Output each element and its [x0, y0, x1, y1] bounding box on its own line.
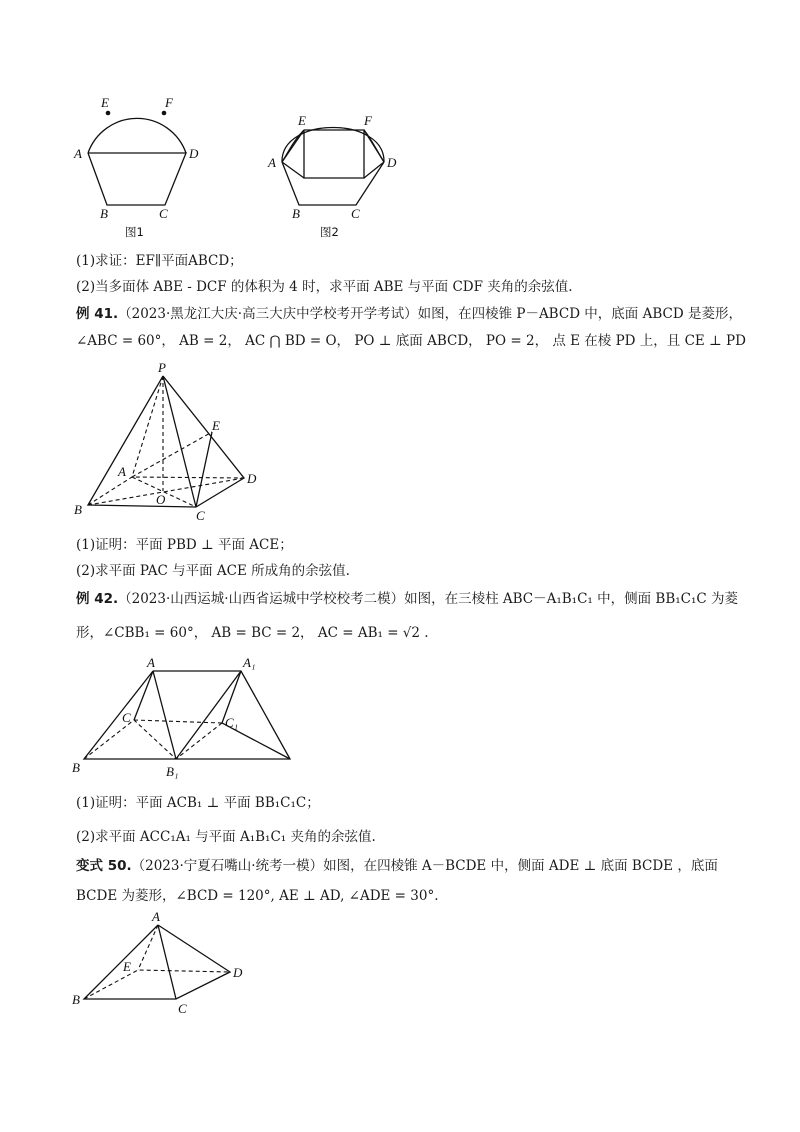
fig1-label-b: B — [100, 206, 108, 221]
fig1-arc — [88, 118, 186, 153]
fig2-df — [364, 130, 384, 162]
ex42-label-a: A — [147, 655, 155, 670]
fig1-label-e: E — [101, 95, 109, 110]
fig2-label-b: B — [292, 206, 300, 221]
ex41-line-1 — [76, 305, 742, 323]
fig1-label-a: A — [74, 146, 82, 161]
fig2-label-e: E — [298, 113, 306, 128]
ex41-label-d: D — [247, 471, 257, 486]
fig2-label-f: F — [364, 113, 372, 128]
ex42-label-c1: C₁ — [225, 715, 239, 730]
ex41-label-b: B — [74, 502, 82, 517]
ex42-text-1: （2023·山西运城·山西省运城中学校校考二模）如图，在三棱柱 ABC－A₁B₁C₁ 中，侧面 BB₁C₁C 为菱 — [118, 591, 739, 607]
ex42-line-1 — [76, 590, 738, 608]
prev-question-2: (2)当多面体 ABE - DCF 的体积为 4 时，求平面 ABE 与平面 CDF 夹角的余弦值. — [76, 279, 573, 295]
figure-ex41 — [74, 360, 257, 523]
var50-be-ed — [84, 970, 230, 999]
ex42-label-a1: A₁ — [243, 655, 256, 670]
fig1-trapezoid — [88, 153, 186, 205]
figure-var50 — [72, 909, 243, 1016]
fig2-rectangle — [304, 130, 364, 178]
prev-question-1: (1)求证：EF∥平面ABCD； — [76, 253, 243, 269]
ex41-text-1: （2023·黑龙江大庆·高三大庆中学校考开学考试）如图，在四棱锥 P－ABCD 中，底面 ABCD 是菱形， — [118, 306, 742, 322]
var50-ac — [158, 925, 176, 999]
fig1-point-f — [162, 111, 167, 116]
ex42-ab1 — [153, 671, 176, 759]
ex41-label-o: O — [156, 492, 166, 507]
ex42-outline — [84, 671, 290, 759]
ex41-question-1: (1)证明：平面 PBD ⊥ 平面 ACE； — [76, 537, 293, 553]
var50-ae — [138, 925, 158, 970]
ex42-question-1: (1)证明：平面 ACB₁ ⊥ 平面 BB₁C₁C； — [76, 795, 320, 811]
fig1-point-e — [106, 111, 111, 116]
ex41-title: 例 41. — [76, 306, 119, 322]
var50-outline — [84, 925, 230, 999]
var50-text-1: （2023·宁夏石嘴山·统考一模）如图，在四棱锥 A－BCDE 中，侧面 ADE ⊥ 底面 BCDE ，底面 — [131, 858, 718, 874]
ex41-ce — [196, 432, 212, 507]
fig2-caption: 图2 — [320, 225, 339, 239]
var50-label-b: B — [72, 992, 80, 1007]
figure-2 — [267, 113, 397, 239]
figure-1 — [73, 95, 199, 239]
fig1-caption: 图1 — [125, 225, 144, 239]
var50-line-2: BCDE 为菱形，∠BCD = 120°, AE ⊥ AD, ∠ADE = 30°. — [76, 888, 439, 904]
fig2-label-a: A — [268, 155, 276, 170]
fig2-d-link — [364, 162, 384, 178]
ex41-line-2: ∠ABC = 60°， AB = 2， AC ⋂ BD = O， PO ⊥ 底面 ABCD， PO = 2， 点 E 在棱 PD 上，且 CE ⊥ PD — [76, 333, 746, 349]
var50-label-d: D — [233, 965, 243, 980]
ex42-line-2: 形，∠CBB₁ = 60°， AB = BC = 2， AC = AB₁ = √2 . — [76, 625, 429, 641]
var50-line-1 — [76, 857, 718, 875]
ex41-label-e: E — [212, 418, 220, 433]
ex42-label-b1: B₁ — [166, 764, 179, 779]
fig1-label-f: F — [165, 95, 173, 110]
var50-label-c: C — [178, 1001, 187, 1016]
fig2-arc-top — [282, 128, 384, 163]
fig2-label-d: D — [387, 155, 397, 170]
ex42-ac — [134, 671, 153, 720]
ex42-label-c: C — [122, 710, 131, 725]
ex42-question-2: (2)求平面 ACC₁A₁ 与平面 A₁B₁C₁ 夹角的余弦值. — [76, 829, 376, 845]
ex41-outline — [88, 376, 244, 507]
var50-label-e: E — [123, 959, 131, 974]
ex41-question-2: (2)求平面 PAC 与平面 ACE 所成角的余弦值. — [76, 563, 350, 579]
ex42-label-b: B — [72, 760, 80, 775]
ex42-bc-cb1 — [84, 720, 176, 759]
ex41-label-c: C — [196, 508, 205, 523]
ex42-title: 例 42. — [76, 591, 119, 607]
fig2-ae — [282, 130, 304, 162]
var50-label-a: A — [152, 909, 160, 924]
ex41-label-a: A — [118, 464, 126, 479]
fig2-label-c: C — [351, 206, 360, 221]
ex41-pc — [163, 376, 196, 507]
ex42-cc1 — [134, 720, 222, 723]
var50-title: 变式 50. — [76, 858, 132, 874]
fig2-base — [282, 162, 384, 205]
fig1-label-d: D — [189, 146, 199, 161]
fig1-label-c: C — [159, 206, 168, 221]
figure-ex42 — [72, 655, 290, 779]
ex41-label-p: P — [158, 360, 166, 375]
